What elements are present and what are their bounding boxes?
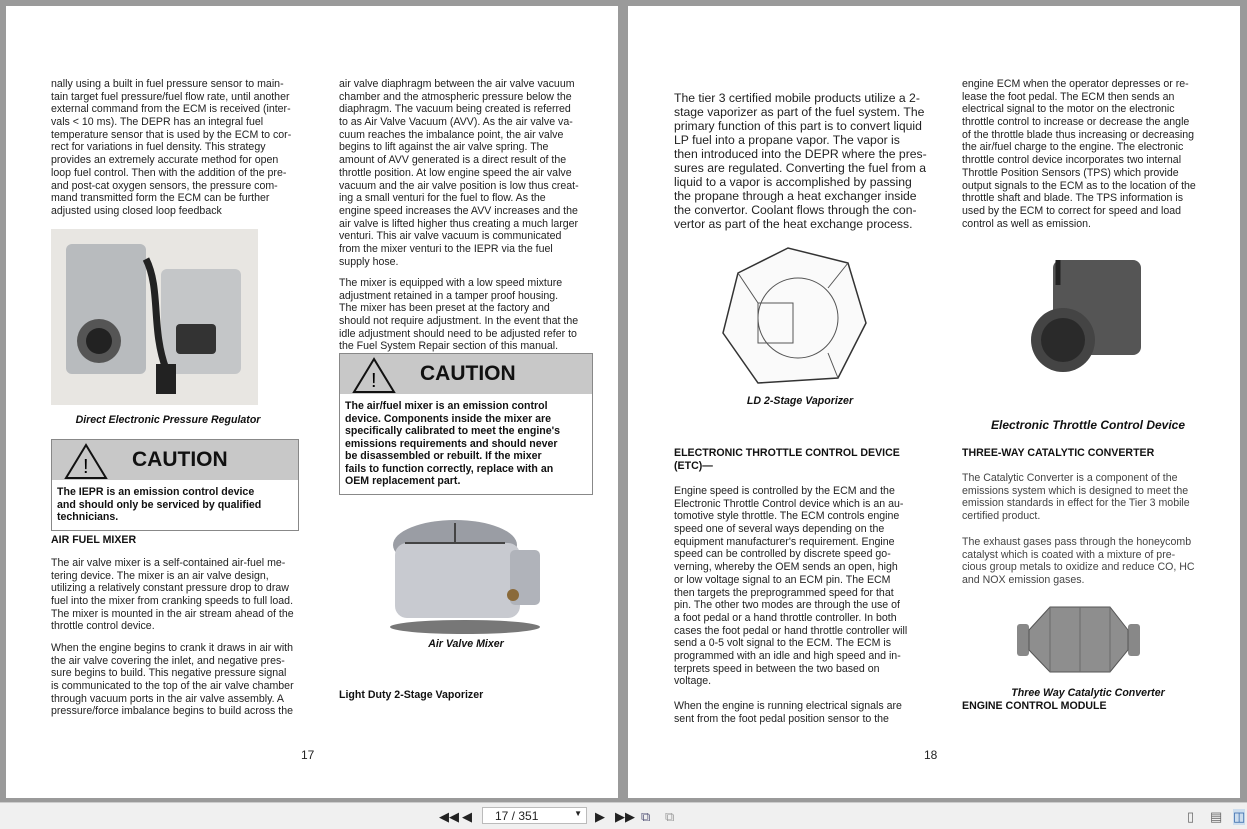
text-line: fuel into the mixer from cranking speeds to full load. [51, 595, 294, 608]
text-line: utilizing a relatively constant pressure drop to draw [51, 582, 289, 595]
caution-box [339, 353, 593, 495]
text-line: through vacuum ports in the air valve assembly. A [51, 692, 284, 705]
paragraph [962, 536, 1195, 587]
text-line: cious group metals to oxidize and reduce CO, HC [962, 561, 1195, 574]
next-page-icon[interactable]: ▶ [595, 809, 605, 824]
fit-page-icon[interactable]: ⧉ [665, 809, 675, 824]
previous-page-icon[interactable]: ◀ [462, 809, 472, 824]
text-line: OEM replacement part. [345, 475, 461, 487]
single-page-view-icon[interactable]: ▯ [1187, 809, 1195, 824]
text-line: amount of AVV generated is a direct result of the [339, 154, 567, 167]
text-line: specifically calibrated to meet the engine's [345, 425, 561, 437]
text-line: liquid to a vapor is accomplished by passing [674, 175, 912, 189]
pdf-page-18 [628, 6, 1240, 798]
heading-vaporizer: Light Duty 2-Stage Vaporizer [339, 689, 484, 701]
text-line: The tier 3 certified mobile products utilize a 2- [674, 91, 920, 105]
text-line: speed can be controlled by discrete speed go- [674, 548, 891, 561]
text-line: technicians. [57, 511, 119, 523]
text-line: throttle control device. [51, 620, 155, 633]
caution-text [52, 480, 298, 530]
text-line: loop fuel control. Then with the addition of the pre- [51, 166, 287, 179]
text-line: stage vaporizer as part of the fuel system. The [674, 105, 925, 119]
text-line: the air valve covering the inlet, and negative pres- [51, 654, 285, 667]
text-line: fails to function correctly, replace with an [345, 462, 554, 475]
text-line: ELECTRONIC THROTTLE CONTROL DEVICE [674, 447, 900, 459]
page-number-input[interactable] [482, 807, 587, 824]
text-line: certified product. [962, 510, 1041, 523]
text-line: throttle control to increase or decrease the angle [962, 116, 1190, 129]
text-line: then targets the preprogrammed speed for that [674, 586, 894, 599]
text-line: The mixer has been preset at the factory and [339, 302, 550, 315]
text-line: The mixer is equipped with a low speed mixture [339, 277, 563, 289]
text-line: vacuum and the air valve position is low thus creat- [339, 179, 579, 192]
text-line: the Fuel System Repair section of this manual. [339, 340, 559, 353]
text-line: adjustment retained in a tamper proof housing. [339, 289, 559, 302]
text-line: verning, whereby the OEM sends an open, high [674, 561, 898, 574]
text-line: control as well as emission. [962, 217, 1091, 230]
mixer-caption: Air Valve Mixer [428, 638, 504, 650]
text-line: mand transmitted form the ECM can be further [51, 192, 270, 205]
paragraph [674, 91, 927, 231]
text-line: is communicated to the top of the air valve chamber [51, 680, 294, 693]
text-line: the propane through a heat exchanger inside [674, 189, 917, 203]
text-line: cases the foot pedal or hand throttle controller will [674, 624, 908, 637]
text-line: primary function of this part is to convert liquid [674, 119, 922, 133]
text-line: rect for variations in fuel density. This strategy [51, 141, 266, 154]
svg-text:!: ! [83, 456, 89, 478]
text-line: speed one of several ways depending on the [674, 523, 885, 536]
text-line: diaphragm. The vacuum being created is referred [339, 103, 571, 116]
text-line: ing a small venturi for the fuel to flow. As the [339, 192, 546, 205]
text-line: emissions system which is designed to meet the [962, 484, 1189, 497]
text-line: engine ECM when the operator depresses or re- [962, 78, 1189, 90]
text-line: provides an extremely accurate method for open [51, 154, 279, 167]
text-line: tering device. The mixer is an air valve design, [51, 569, 269, 582]
heading-air-fuel-mixer: AIR FUEL MIXER [51, 534, 137, 546]
text-line: or low voltage signal to an ECM pin. The ECM [674, 573, 891, 586]
text-line: equipment manufacturer's requirement. Engine [674, 535, 895, 548]
page-number: 18 [924, 748, 938, 762]
text-line: and NOX emission gases. [962, 574, 1085, 587]
text-line: a foot pedal or a hand throttle controller. In both [674, 611, 897, 624]
text-line: and post-cat oxygen sensors, the pressure com- [51, 179, 278, 192]
text-line: tain target fuel pressure/fuel flow rate, until another [51, 90, 290, 103]
depr-photo [51, 229, 258, 405]
caution-box [51, 439, 299, 531]
heading-catalytic: THREE-WAY CATALYTIC CONVERTER [962, 447, 1155, 459]
paragraph [339, 277, 578, 353]
text-line: throttle position. At low engine speed the air valve [339, 166, 572, 179]
rotate-icon[interactable]: ⧉ [641, 809, 651, 824]
pdf-page-17 [6, 6, 618, 798]
text-line: throttle shaft and blade. The TPS information is [962, 192, 1184, 205]
text-line: chamber and the atmospheric pressure below the [339, 90, 572, 103]
text-line: electrical signal to the motor on the electronic [962, 103, 1175, 116]
vaporizer-image [718, 243, 870, 388]
heading-etc [674, 447, 900, 473]
text-line: of the throttle blade thus increasing or decreasing [962, 128, 1195, 141]
text-line: output signals to the ECM as to the location of the [962, 179, 1196, 192]
paragraph [51, 557, 294, 633]
throttle-caption: Electronic Throttle Control Device [990, 418, 1186, 432]
text-line: vertor as part of the heat exchange process. [674, 217, 913, 231]
text-line: vals < 10 ms). The DEPR has an integral fuel [51, 116, 264, 129]
text-line: the convertor. Coolant flows through the con- [674, 203, 917, 217]
text-line: send a 0-5 volt signal to the ECM. The ECM is [674, 637, 892, 650]
paragraph [962, 472, 1190, 523]
caution-title: CAUTION [420, 362, 516, 385]
text-line: temperature sensor that is used by the ECM to cor- [51, 128, 292, 141]
text-line: Electronic Throttle Control device which is an au- [674, 497, 904, 510]
text-line: idle adjustment should need to be adjusted refer to [339, 327, 577, 340]
text-line: voltage. [674, 675, 712, 688]
text-line: programmed with an idle and high speed and in- [674, 649, 901, 662]
text-line: The exhaust gases pass through the honeycomb [962, 536, 1192, 548]
text-line: used by the ECM to correct for speed and load [962, 204, 1182, 217]
text-line: The IEPR is an emission control device [57, 486, 255, 498]
text-line: emissions requirements and should never [345, 437, 558, 450]
air-valve-mixer-image [385, 515, 550, 635]
text-line: adjusted using closed loop feedback [51, 204, 222, 217]
caution-text [340, 394, 592, 494]
page-number: 17 [301, 748, 315, 762]
chevron-down-icon[interactable]: ▼ [574, 809, 582, 818]
paragraph [674, 485, 907, 688]
text-line: throttle control device incorporates two internal [962, 154, 1182, 167]
text-line: catalyst which is coated with a mixture of pre- [962, 548, 1176, 561]
paragraph [674, 700, 902, 725]
heading-ecm: ENGINE CONTROL MODULE [962, 700, 1107, 712]
throttle-control-image [1028, 255, 1146, 381]
text-line: The mixer is mounted in the air stream ahead of the [51, 607, 294, 620]
warning-icon [64, 442, 108, 480]
text-line: venturi. This air valve vacuum is communicated [339, 230, 562, 243]
paragraph [962, 78, 1196, 230]
two-page-view-icon[interactable]: ◫ [1233, 809, 1246, 824]
text-line: from the mixer venturi to the IEPR via the fuel [339, 242, 553, 255]
catalytic-caption: Three Way Catalytic Converter [1011, 687, 1165, 699]
text-line: the air/fuel charge to the engine. The electronic [962, 141, 1184, 154]
text-line: should not require adjustment. In the event that the [339, 315, 579, 328]
text-line: sure begins to build. This negative pressure signal [51, 667, 287, 680]
paragraph [339, 78, 579, 268]
text-line: lease the foot pedal. The ECM then sends an [962, 90, 1175, 103]
text-line: cuum reaches the imbalance point, the air valve [339, 128, 564, 141]
text-line: nally using a built in fuel pressure sensor to main- [51, 78, 284, 90]
last-page-icon[interactable]: ▶▶ [615, 809, 635, 824]
text-line: LP fuel into a propane vapor. The vapor is [674, 133, 900, 147]
text-line: sures are regulated. Converting the fuel from a [674, 161, 927, 175]
text-line: Engine speed is controlled by the ECM and the [674, 485, 895, 497]
svg-text:!: ! [371, 370, 377, 392]
text-line: When the engine begins to crank it draws in air with [51, 642, 294, 654]
text-line: sent from the foot pedal position sensor to the [674, 712, 889, 725]
text-line: The air/fuel mixer is an emission control [345, 400, 548, 412]
paragraph [51, 642, 294, 718]
caution-title: CAUTION [132, 448, 228, 471]
text-line: pin. The other two modes are through the use of [674, 599, 900, 612]
text-line: tomotive style throttle. The ECM controls engine [674, 510, 900, 523]
text-line: When the engine is running electrical signals are [674, 700, 902, 712]
text-line: Throttle Position Sensors (TPS) which provide [962, 166, 1179, 179]
text-line: emission standards in effect for the Tier 3 mobile [962, 497, 1190, 510]
text-line: The Catalytic Converter is a component of the [962, 472, 1178, 484]
catalytic-converter-image [1015, 602, 1142, 676]
text-line: air valve is lifted higher thus creating a much larger [339, 217, 579, 230]
text-line: supply hose. [339, 255, 399, 268]
text-line: then introduced into the DEPR where the pres- [674, 147, 927, 161]
page-number-value: 17 / 351 [495, 809, 539, 823]
warning-icon [352, 356, 396, 394]
text-line: (ETC)— [674, 460, 713, 472]
vaporizer-caption: LD 2-Stage Vaporizer [746, 395, 854, 407]
text-line: terprets speed in between the two based on [674, 662, 880, 675]
text-line: external command from the ECM is received (inter- [51, 103, 291, 116]
first-page-icon[interactable]: ◀◀ [439, 809, 459, 824]
text-line: engine speed increases the AVV increases and the [339, 204, 578, 217]
text-line: and should only be serviced by qualified [57, 498, 262, 511]
depr-caption: Direct Electronic Pressure Regulator [75, 414, 261, 426]
text-line: pressure/force imbalance begins to build across the [51, 705, 294, 718]
viewer-toolbar [0, 802, 1247, 829]
text-line: begins to lift against the air valve spring. The [339, 141, 549, 154]
text-line: to as Air Valve Vacuum (AVV). As the air valve va- [339, 116, 573, 129]
text-line: device. Components inside the mixer are [345, 412, 552, 425]
text-line: air valve diaphragm between the air valve vacuum [339, 78, 575, 90]
paragraph [51, 78, 291, 218]
continuous-view-icon[interactable]: ▤ [1210, 809, 1223, 824]
text-line: The air valve mixer is a self-contained air-fuel me- [51, 557, 286, 569]
text-line: be disassembled or rebuilt. If the mixer [345, 450, 542, 462]
